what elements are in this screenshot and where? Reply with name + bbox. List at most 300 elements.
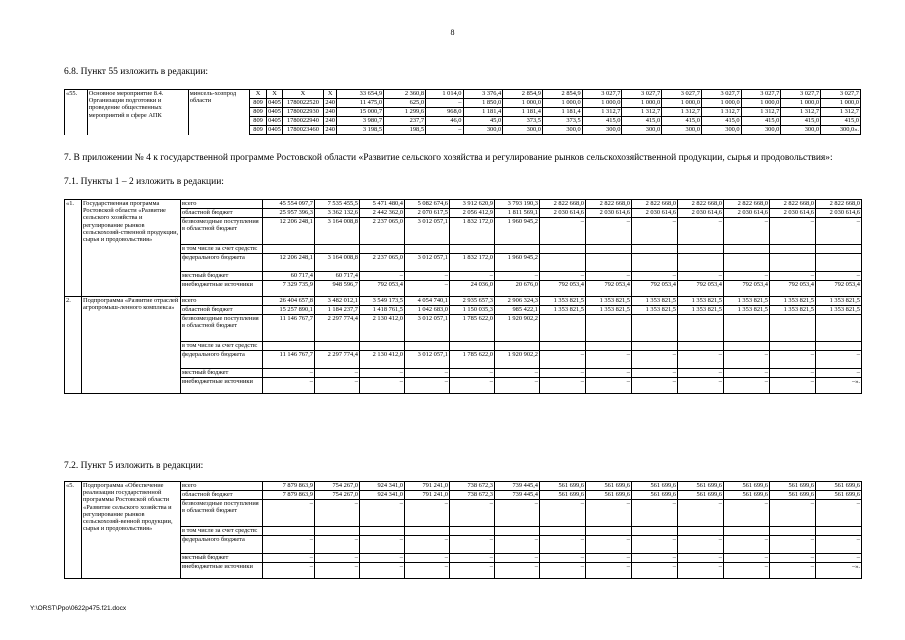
value-cell: 5 082 674,6 bbox=[405, 200, 450, 209]
value-cell: 3 912 620,9 bbox=[450, 200, 495, 209]
row-number: «1. bbox=[65, 200, 82, 297]
value-cell: – bbox=[495, 554, 540, 563]
value-cell: 792 053,4 bbox=[540, 281, 586, 297]
funding-source-label: местный бюджет bbox=[181, 272, 263, 281]
value-cell: 3 027,7 bbox=[821, 90, 861, 99]
value-cell bbox=[405, 342, 450, 351]
funding-source-label: безвозмездные поступления в областной бюджет bbox=[181, 500, 263, 527]
value-cell bbox=[495, 527, 540, 536]
value-cell: – bbox=[540, 536, 586, 554]
value-cell: 968,0 bbox=[426, 108, 463, 117]
funding-source-label: федерального бюджета bbox=[181, 351, 263, 369]
value-cell: – bbox=[816, 218, 862, 245]
value-cell: 300,0 bbox=[781, 126, 821, 135]
value-cell: 3 027,7 bbox=[622, 90, 662, 99]
value-cell: – bbox=[315, 500, 360, 527]
value-cell: 1 000,0 bbox=[622, 99, 662, 108]
value-cell: 3 198,5 bbox=[337, 126, 384, 135]
value-cell bbox=[586, 342, 632, 351]
value-cell: – bbox=[678, 554, 724, 563]
value-cell: – bbox=[450, 272, 495, 281]
value-cell: 792 053,4 bbox=[360, 281, 405, 297]
value-cell: – bbox=[495, 536, 540, 554]
value-cell: 924 341,0 bbox=[360, 482, 405, 491]
value-cell: – bbox=[450, 378, 495, 394]
value-cell bbox=[540, 245, 586, 254]
value-cell bbox=[816, 245, 862, 254]
table-row bbox=[65, 500, 862, 527]
value-cell bbox=[450, 527, 495, 536]
value-cell: 2 030 614,6 bbox=[632, 209, 678, 218]
value-cell: – bbox=[724, 351, 770, 369]
value-cell: 1 184 237,7 bbox=[315, 306, 360, 315]
value-cell bbox=[263, 527, 315, 536]
value-cell: 1 353 821,5 bbox=[724, 306, 770, 315]
value-cell: 792 053,4 bbox=[632, 281, 678, 297]
value-cell: 45,0 bbox=[463, 117, 503, 126]
value-cell: – bbox=[586, 500, 632, 527]
value-cell: 2 056 412,9 bbox=[450, 209, 495, 218]
value-cell bbox=[495, 245, 540, 254]
value-cell: – bbox=[405, 272, 450, 281]
value-cell: – bbox=[632, 378, 678, 394]
value-cell: 7 535 455,5 bbox=[315, 200, 360, 209]
value-cell: 738 672,3 bbox=[450, 491, 495, 500]
value-cell: – bbox=[450, 536, 495, 554]
value-cell: – bbox=[540, 369, 586, 378]
value-cell: 15 257 890,1 bbox=[263, 306, 315, 315]
value-cell: – bbox=[263, 536, 315, 554]
funding-source-label: безвозмездные поступления в областной бюджет bbox=[181, 315, 263, 342]
value-cell: – bbox=[586, 536, 632, 554]
value-cell bbox=[816, 527, 862, 536]
value-cell bbox=[724, 342, 770, 351]
code-cell: 809 bbox=[250, 99, 267, 108]
value-cell: – bbox=[495, 563, 540, 579]
value-cell bbox=[816, 254, 862, 272]
value-cell: 300,0 bbox=[662, 126, 702, 135]
value-cell: – bbox=[405, 378, 450, 394]
value-cell: – bbox=[632, 554, 678, 563]
value-cell: 1 312,7 bbox=[821, 108, 861, 117]
value-cell: 20 676,0 bbox=[495, 281, 540, 297]
value-cell: – bbox=[770, 563, 816, 579]
row-number: «55. bbox=[65, 90, 88, 135]
value-cell: 1 920 902,2 bbox=[495, 351, 540, 369]
value-cell: 754 267,0 bbox=[315, 491, 360, 500]
table-row bbox=[65, 491, 862, 500]
value-cell: 561 699,6 bbox=[678, 482, 724, 491]
value-cell bbox=[360, 342, 405, 351]
table-row bbox=[65, 369, 862, 378]
value-cell: – bbox=[450, 369, 495, 378]
value-cell: 46,0 bbox=[426, 117, 463, 126]
value-cell: – bbox=[586, 563, 632, 579]
table-row bbox=[65, 306, 862, 315]
value-cell: – bbox=[540, 554, 586, 563]
value-cell: 3 362 132,6 bbox=[315, 209, 360, 218]
value-cell: 2 906 324,3 bbox=[495, 297, 540, 306]
value-cell: 3 027,7 bbox=[741, 90, 781, 99]
value-cell: 373,5 bbox=[542, 117, 582, 126]
paragraph-7: 7. В приложении № 4 к государственной программе Ростовской области «Развитие сельского хозяйства и регулирование рынков сельскохозяйственной продукции, сырья и продовольствия»: bbox=[64, 153, 833, 163]
value-cell: 415,0 bbox=[582, 117, 622, 126]
value-cell: – bbox=[816, 500, 862, 527]
value-cell: – bbox=[632, 351, 678, 369]
value-cell: – bbox=[263, 554, 315, 563]
value-cell: 300,0 bbox=[622, 126, 662, 135]
value-cell: – bbox=[632, 536, 678, 554]
value-cell bbox=[770, 245, 816, 254]
code-cell: 809 bbox=[250, 108, 267, 117]
value-cell: 1 353 821,5 bbox=[586, 306, 632, 315]
value-cell bbox=[678, 254, 724, 272]
value-cell: – bbox=[632, 272, 678, 281]
value-cell bbox=[770, 342, 816, 351]
row-name: Подпрограмма «Обеспечение реализации государственной программы Ростовской области «Развитие сельского хозяйства и регулирование рынков сельскохозяй-венной продукции, сырья и продовольствия» bbox=[82, 482, 181, 579]
code-cell: Х bbox=[267, 90, 283, 99]
value-cell: 561 699,6 bbox=[586, 482, 632, 491]
value-cell: 25 957 396,3 bbox=[263, 209, 315, 218]
value-cell: – bbox=[360, 563, 405, 579]
value-cell: 1 353 821,5 bbox=[724, 297, 770, 306]
table-row bbox=[65, 351, 862, 369]
value-cell: 1 000,0 bbox=[662, 99, 702, 108]
value-cell bbox=[450, 245, 495, 254]
code-cell: 809 bbox=[250, 117, 267, 126]
table-row bbox=[65, 281, 862, 297]
value-cell: 1 181,4 bbox=[503, 108, 543, 117]
value-cell: 300,0 bbox=[542, 126, 582, 135]
value-cell: 60 717,4 bbox=[263, 272, 315, 281]
value-cell bbox=[540, 342, 586, 351]
value-cell: 948 596,7 bbox=[315, 281, 360, 297]
value-cell: – bbox=[724, 272, 770, 281]
value-cell: – bbox=[816, 351, 862, 369]
value-cell: 792 053,4 bbox=[724, 281, 770, 297]
value-cell bbox=[315, 527, 360, 536]
value-cell: – bbox=[586, 369, 632, 378]
funding-source-label: внебюджетные источники bbox=[181, 378, 263, 394]
value-cell: 561 699,6 bbox=[678, 491, 724, 500]
row-name: Подпрограмма «Развитие отраслей агропромыш-ленного комплекса» bbox=[82, 297, 181, 394]
value-cell: 3 012 057,1 bbox=[405, 254, 450, 272]
code-cell: 809 bbox=[250, 126, 267, 135]
funding-source-label: внебюджетные источники bbox=[181, 281, 263, 297]
value-cell: 924 341,0 bbox=[360, 491, 405, 500]
value-cell: 11 475,0 bbox=[337, 99, 384, 108]
code-cell: 240 bbox=[323, 126, 337, 135]
value-cell: 1 312,7 bbox=[582, 108, 622, 117]
value-cell: 1 000,0 bbox=[821, 99, 861, 108]
value-cell: 1 000,0 bbox=[741, 99, 781, 108]
value-cell: 198,5 bbox=[384, 126, 426, 135]
value-cell bbox=[770, 315, 816, 342]
value-cell: 1 000,0 bbox=[701, 99, 741, 108]
value-cell: – bbox=[263, 563, 315, 579]
value-cell: 2 030 614,6 bbox=[724, 209, 770, 218]
value-cell: 300,0 bbox=[503, 126, 543, 135]
value-cell: 4 054 740,1 bbox=[405, 297, 450, 306]
value-cell: 1 353 821,5 bbox=[678, 306, 724, 315]
value-cell: 1 785 622,0 bbox=[450, 315, 495, 342]
value-cell: 1 353 821,5 bbox=[540, 297, 586, 306]
value-cell: 792 053,4 bbox=[770, 281, 816, 297]
value-cell: 2 822 668,0 bbox=[724, 200, 770, 209]
funding-source-label: местный бюджет bbox=[181, 554, 263, 563]
value-cell: – bbox=[495, 369, 540, 378]
value-cell: – bbox=[678, 351, 724, 369]
code-cell: 1780022940 bbox=[282, 117, 323, 126]
value-cell: – bbox=[770, 378, 816, 394]
value-cell: – bbox=[360, 369, 405, 378]
funding-source-label: внебюджетные источники bbox=[181, 563, 263, 579]
value-cell: – bbox=[724, 500, 770, 527]
value-cell: – bbox=[405, 500, 450, 527]
value-cell: 7 329 735,9 bbox=[263, 281, 315, 297]
value-cell: – bbox=[632, 369, 678, 378]
value-cell bbox=[632, 245, 678, 254]
value-cell: 738 672,3 bbox=[450, 482, 495, 491]
value-cell: – bbox=[586, 218, 632, 245]
value-cell: 561 699,6 bbox=[540, 482, 586, 491]
table-row bbox=[65, 297, 862, 306]
value-cell: 3 012 057,1 bbox=[405, 351, 450, 369]
table-row bbox=[65, 272, 862, 281]
value-cell bbox=[632, 527, 678, 536]
value-cell: – bbox=[678, 536, 724, 554]
funding-source-label: в том числе за счет средств: bbox=[181, 527, 263, 536]
value-cell: 3 482 012,1 bbox=[315, 297, 360, 306]
code-cell: Х bbox=[250, 90, 267, 99]
value-cell: 1 785 622,0 bbox=[450, 351, 495, 369]
value-cell: 415,0 bbox=[781, 117, 821, 126]
value-cell: 1 353 821,5 bbox=[770, 297, 816, 306]
value-cell: 24 036,0 bbox=[450, 281, 495, 297]
value-cell: 1 000,0 bbox=[542, 99, 582, 108]
value-cell: – bbox=[816, 536, 862, 554]
value-cell: 791 241,0 bbox=[405, 491, 450, 500]
value-cell bbox=[263, 245, 315, 254]
value-cell: – bbox=[450, 500, 495, 527]
value-cell: – bbox=[495, 500, 540, 527]
value-cell: 2 822 668,0 bbox=[632, 200, 678, 209]
value-cell: – bbox=[495, 272, 540, 281]
value-cell: 26 404 657,8 bbox=[263, 297, 315, 306]
value-cell bbox=[315, 342, 360, 351]
value-cell: –». bbox=[816, 378, 862, 394]
value-cell: 2 070 617,5 bbox=[405, 209, 450, 218]
value-cell: 1 353 821,5 bbox=[586, 297, 632, 306]
value-cell: 2 237 065,0 bbox=[360, 254, 405, 272]
value-cell: 11 146 767,7 bbox=[263, 315, 315, 342]
value-cell: 300,0 bbox=[701, 126, 741, 135]
value-cell: 1 000,0 bbox=[582, 99, 622, 108]
value-cell: 2 030 614,6 bbox=[678, 209, 724, 218]
value-cell: 1 960 945,2 bbox=[495, 254, 540, 272]
value-cell: 1 353 821,5 bbox=[540, 306, 586, 315]
value-cell bbox=[632, 254, 678, 272]
table-item-55 bbox=[64, 89, 861, 135]
code-cell: 240 bbox=[323, 117, 337, 126]
row-name: Государственная программа Ростовской области «Развитие сельского хозяйства и регулирование рынков сельскохозяй-ственной продукции, сырья и продовольствия» bbox=[82, 200, 181, 297]
value-cell: – bbox=[770, 554, 816, 563]
value-cell: 561 699,6 bbox=[816, 491, 862, 500]
value-cell: 3 012 057,1 bbox=[405, 218, 450, 245]
value-cell bbox=[263, 342, 315, 351]
value-cell bbox=[770, 254, 816, 272]
value-cell: 45 554 097,7 bbox=[263, 200, 315, 209]
value-cell: – bbox=[816, 272, 862, 281]
value-cell: – bbox=[315, 563, 360, 579]
value-cell: – bbox=[405, 281, 450, 297]
value-cell bbox=[816, 315, 862, 342]
value-cell: – bbox=[724, 554, 770, 563]
value-cell: 1 312,7 bbox=[781, 108, 821, 117]
value-cell: – bbox=[632, 563, 678, 579]
value-cell: 2 130 412,0 bbox=[360, 351, 405, 369]
value-cell: 415,0 bbox=[662, 117, 702, 126]
page-number: 8 bbox=[450, 28, 455, 37]
value-cell: – bbox=[724, 536, 770, 554]
value-cell: 415,0 bbox=[821, 117, 861, 126]
table-row bbox=[65, 554, 862, 563]
funding-source-label: всего bbox=[181, 482, 263, 491]
value-cell bbox=[678, 342, 724, 351]
value-cell: 300,0». bbox=[821, 126, 861, 135]
value-cell: – bbox=[426, 99, 463, 108]
code-cell: 1780022930 bbox=[282, 108, 323, 117]
value-cell: 1 299,6 bbox=[384, 108, 426, 117]
value-cell bbox=[586, 315, 632, 342]
table-row bbox=[65, 200, 862, 209]
value-cell: – bbox=[405, 536, 450, 554]
value-cell: 1 181,4 bbox=[463, 108, 503, 117]
value-cell: 1 312,7 bbox=[662, 108, 702, 117]
value-cell: – bbox=[360, 536, 405, 554]
funding-source-label: всего bbox=[181, 200, 263, 209]
value-cell bbox=[405, 245, 450, 254]
code-cell: 0405 bbox=[268, 117, 281, 124]
value-cell: 561 699,6 bbox=[724, 482, 770, 491]
value-cell: 1 000,0 bbox=[503, 99, 543, 108]
value-cell: –». bbox=[816, 563, 862, 579]
table-row bbox=[65, 536, 862, 554]
value-cell: – bbox=[724, 369, 770, 378]
value-cell: 1 353 821,5 bbox=[632, 297, 678, 306]
value-cell: 2 822 668,0 bbox=[770, 200, 816, 209]
value-cell: 2 822 668,0 bbox=[540, 200, 586, 209]
value-cell: 2 297 774,4 bbox=[315, 351, 360, 369]
value-cell bbox=[360, 527, 405, 536]
heading-7-2: 7.2. Пункт 5 изложить в редакции: bbox=[64, 461, 204, 471]
code-cell: 240 bbox=[323, 108, 337, 117]
value-cell: – bbox=[360, 378, 405, 394]
value-cell: 1 014,0 bbox=[426, 90, 463, 99]
value-cell: 1 312,7 bbox=[622, 108, 662, 117]
value-cell: 792 053,4 bbox=[816, 281, 862, 297]
value-cell bbox=[405, 527, 450, 536]
value-cell: – bbox=[405, 369, 450, 378]
value-cell bbox=[315, 245, 360, 254]
value-cell bbox=[586, 254, 632, 272]
value-cell: – bbox=[540, 500, 586, 527]
value-cell: 2 030 614,6 bbox=[816, 209, 862, 218]
code-cell: 1780022520 bbox=[282, 99, 323, 108]
value-cell: – bbox=[315, 378, 360, 394]
heading-7-1: 7.1. Пункты 1 – 2 изложить в редакции: bbox=[64, 177, 224, 187]
value-cell: 792 053,4 bbox=[678, 281, 724, 297]
value-cell: 1 353 821,5 bbox=[816, 297, 862, 306]
table-item-5 bbox=[64, 481, 862, 579]
value-cell: – bbox=[678, 272, 724, 281]
value-cell: – bbox=[405, 554, 450, 563]
value-cell: 373,5 bbox=[503, 117, 543, 126]
value-cell: 561 699,6 bbox=[770, 482, 816, 491]
value-cell: 2 360,8 bbox=[384, 90, 426, 99]
value-cell: 3 793 190,3 bbox=[495, 200, 540, 209]
table-row bbox=[65, 218, 862, 245]
value-cell: – bbox=[770, 536, 816, 554]
code-cell: Х bbox=[323, 90, 337, 99]
value-cell: 415,0 bbox=[701, 117, 741, 126]
value-cell: – bbox=[770, 500, 816, 527]
value-cell: 2 237 065,0 bbox=[360, 218, 405, 245]
value-cell: 561 699,6 bbox=[632, 491, 678, 500]
value-cell: 12 206 248,1 bbox=[263, 254, 315, 272]
value-cell: 1 312,7 bbox=[701, 108, 741, 117]
table-row bbox=[65, 254, 862, 272]
value-cell: 1 353 821,5 bbox=[632, 306, 678, 315]
value-cell: – bbox=[770, 218, 816, 245]
table-row bbox=[65, 482, 862, 491]
value-cell bbox=[678, 527, 724, 536]
value-cell: – bbox=[360, 554, 405, 563]
value-cell: 60 717,4 bbox=[315, 272, 360, 281]
value-cell: 12 206 248,1 bbox=[263, 218, 315, 245]
value-cell: – bbox=[540, 563, 586, 579]
table-row bbox=[65, 563, 862, 579]
value-cell: 791 241,0 bbox=[405, 482, 450, 491]
value-cell: 2 030 614,6 bbox=[770, 209, 816, 218]
value-cell: 15 000,7 bbox=[337, 108, 384, 117]
value-cell: – bbox=[724, 378, 770, 394]
funding-source-label: федерального бюджета bbox=[181, 536, 263, 554]
value-cell: 1 000,0 bbox=[781, 99, 821, 108]
code-cell: 240 bbox=[323, 99, 337, 108]
row-name: Основное мероприятие 8.4. Организация подготовки и проведение общественных мероприятий в сфере АПК bbox=[87, 90, 188, 135]
value-cell: – bbox=[540, 351, 586, 369]
row-number: 2. bbox=[65, 297, 82, 394]
value-cell: – bbox=[816, 554, 862, 563]
value-cell: 1 150 035,3 bbox=[450, 306, 495, 315]
value-cell: – bbox=[724, 218, 770, 245]
heading-6-8: 6.8. Пункт 55 изложить в редакции: bbox=[64, 67, 209, 77]
value-cell bbox=[770, 527, 816, 536]
value-cell: 985 422,1 bbox=[495, 306, 540, 315]
value-cell: 3 376,4 bbox=[463, 90, 503, 99]
code-cell: 0405 bbox=[268, 126, 281, 133]
value-cell: 237,7 bbox=[384, 117, 426, 126]
value-cell: – bbox=[586, 378, 632, 394]
code-cell: 0405 bbox=[268, 108, 281, 115]
value-cell: 3 549 173,5 bbox=[360, 297, 405, 306]
row-executor: минсель-хозпрод области bbox=[188, 90, 249, 135]
value-cell: 300,0 bbox=[582, 126, 622, 135]
value-cell: 625,0 bbox=[384, 99, 426, 108]
value-cell: – bbox=[263, 378, 315, 394]
value-cell: 2 822 668,0 bbox=[586, 200, 632, 209]
